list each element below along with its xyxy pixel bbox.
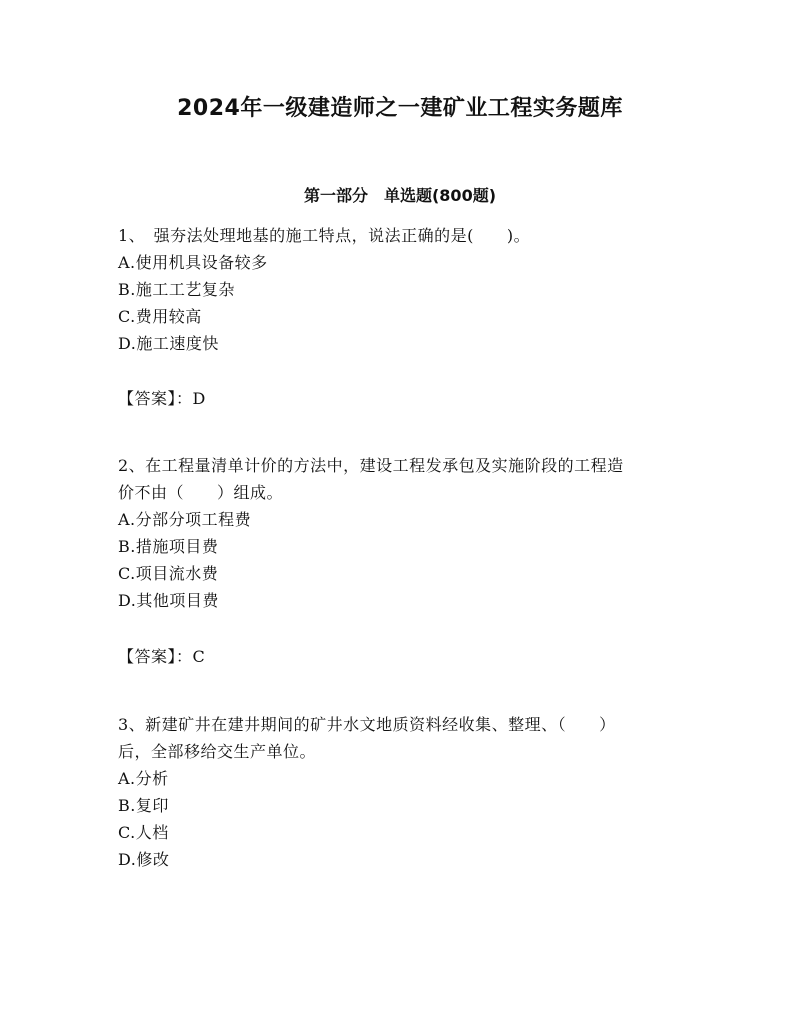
question-1-answer: 【答案】：D <box>118 389 206 408</box>
question-3-option-d: D.修改 <box>118 850 170 869</box>
question-2-option-b: B.措施项目费 <box>118 537 219 556</box>
question-1-option-c: C.费用较高 <box>118 307 202 326</box>
question-1-option-a: A.使用机具设备较多 <box>118 253 268 272</box>
question-1-stem: 1、 强夯法处理地基的施工特点，说法正确的是( )。 <box>118 226 531 245</box>
document-title: 2024年一级建造师之一建矿业工程实务题库 <box>177 96 623 121</box>
question-3-stem-line-1: 3、新建矿井在建井期间的矿井水文地质资料经收集、整理、（ ） <box>118 715 616 734</box>
question-2-option-c: C.项目流水费 <box>118 564 219 583</box>
question-2-stem-line-2: 价不由（ ）组成。 <box>118 483 284 502</box>
question-2-option-a: A.分部分项工程费 <box>118 510 252 529</box>
question-3-stem-line-2: 后，全部移给交生产单位。 <box>118 742 317 761</box>
question-1-option-d: D.施工速度快 <box>118 334 219 353</box>
question-3-option-b: B.复印 <box>118 796 169 815</box>
question-1-option-b: B.施工工艺复杂 <box>118 280 235 299</box>
section-heading: 第一部分 单选题(800题) <box>303 186 497 205</box>
question-2-option-d: D.其他项目费 <box>118 591 219 610</box>
question-2-stem-line-1: 2、在工程量清单计价的方法中，建设工程发承包及实施阶段的工程造 <box>118 456 624 475</box>
question-2-answer: 【答案】：C <box>118 647 206 666</box>
question-3-option-a: A.分析 <box>118 769 169 788</box>
question-3-option-c: C.人档 <box>118 823 169 842</box>
